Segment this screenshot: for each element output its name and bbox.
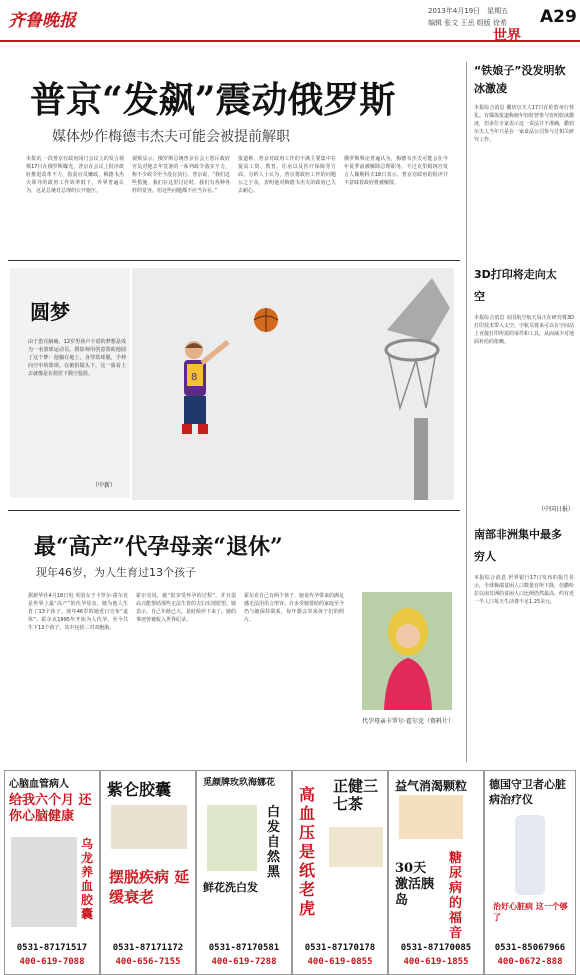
ad-4-phone-1[interactable]: 0531-87170178: [304, 943, 376, 953]
second-headline: 最“高产”代孕母亲“退休”: [34, 534, 283, 560]
ad-3-phone-1[interactable]: 0531-87170581: [208, 943, 280, 953]
ad-5-phone-2[interactable]: 400-619-1855: [403, 957, 469, 967]
lead-column-1: 本报讯 一段普京在政府闭门会议上的发言视频17日在俄罗斯曝光，普京在会议上批评政府推进改革不力，指责官员懒政，梅德韦杰夫领导的政府工作效率低下，外界普遍认为，这是总统对总理的公开施压。: [26, 156, 124, 194]
portrait-image: [362, 592, 452, 710]
jersey-number: 8: [191, 372, 198, 383]
sidebar-story-2-title: 3D打印将走向太空: [474, 268, 557, 303]
newspaper-logo: 齐鲁晚报: [8, 11, 76, 31]
ad-4-side: 高血压是纸老虎: [299, 785, 316, 918]
sidebar-story-3-body: 本报综合消息 世界银行17日发布的报告显示，全球极端贫困人口数量有所下降，但撒哈拉以南非洲的贫困人口比例仍然最高，约有近一半人口每天生活费不足1.25美元。: [474, 575, 574, 605]
ad-2-title: 紫仑胶囊: [107, 780, 172, 799]
ad-3[interactable]: [196, 770, 292, 975]
sidebar-story-2-body: 本报综合消息 美国航空航天局正在研究将3D打印技术带入太空，宇航员将来可以在空间站上直接打印所需的零件和工具，从而减少对地面补给的依赖。: [474, 315, 574, 345]
basketball-scene: [132, 268, 454, 500]
sidebar-story-3: [474, 524, 574, 754]
ad-5[interactable]: [388, 770, 484, 975]
ad-5-product: [399, 795, 463, 839]
ad-5-slogan: 30天激活胰岛: [395, 861, 435, 908]
ad-1-slogan: 给我六个月 还你心脑健康: [9, 793, 92, 824]
ad-3-slogan: 鲜花洗白发: [203, 881, 258, 894]
sidebar-story-1-title: “铁娘子”没发明软冰激凌: [474, 64, 566, 95]
ad-5-phone-1[interactable]: 0531-87170085: [400, 943, 472, 953]
ad-1-title: 心脑血管病人: [9, 779, 69, 790]
ad-3-product: [207, 805, 257, 871]
second-column-1: 据新华社4月18日电 英国女子卡罗尔·霍尔克是世界上最“高产”的代孕母亲，她为他人生育了13个孩子。现年46岁的她近日宣布“退休”。霍尔克1995年开始为人代孕，至今共生下13个孩子，其中包括三对双胞胎。: [28, 593, 128, 631]
photo-caption-box: [10, 268, 130, 498]
page-header: [0, 0, 580, 42]
ad-1-phone-1[interactable]: 0531-87171517: [16, 943, 88, 953]
ad-4-phone-2[interactable]: 400-619-0855: [307, 957, 373, 967]
ad-6[interactable]: [484, 770, 576, 975]
editor-credits: 编辑 张文 王岳 组版 徐希: [428, 19, 507, 27]
section-name: 世界: [493, 28, 521, 44]
ad-4[interactable]: [292, 770, 388, 975]
ad-1-photo: [11, 837, 77, 927]
ad-5-side: 糖尿病的福音: [449, 851, 463, 941]
ad-2[interactable]: [100, 770, 196, 975]
lead-column-4: 俄罗斯舆论普遍认为，梅德韦杰夫可能会在今年夏季前被解除总理职务。不过克里姆林宫发言人佩斯科夫18日表示，普京对政府的批评并不意味着政府将被解散。: [344, 156, 448, 186]
sidebar-story-3-title: 南部非洲集中最多穷人: [474, 528, 562, 563]
photo-caption-body: 由于患有脑瘫，12岁男孩卢卡诺的梦想是成为一名篮球运动员。摄影师用创意帮助他圆了这个梦：他躺在地上，身穿篮球服，手伸向空中的篮球，在俯拍镜头下，这一幕看上去就像是在篮筐下腾空投篮。: [28, 339, 126, 377]
ad-2-slogan: 摆脱疾病 延缓衰老: [109, 868, 190, 906]
ad-6-phone-2[interactable]: 400-0672-888: [497, 957, 563, 967]
lead-column-3: 报道称，普京对政府工作的不满主要集中在提高工资、教育、住房以及医疗保障等方面。分析人士认为，普京将政府工作的问题公之于众，表明他对梅德韦杰夫的政府已失去耐心。: [238, 156, 336, 194]
ad-6-slogan: 治好心脏病 这一个够了: [493, 901, 568, 922]
ad-1-phone-2[interactable]: 400-619-7088: [19, 957, 85, 967]
surrogate-photo-caption: 代孕母亲卡罗尔·霍尔克（资料片）: [362, 718, 454, 725]
second-subhead: 现年46岁，为人生育过13个孩子: [36, 566, 196, 579]
lead-headline: 普京“发飙”震动俄罗斯: [30, 79, 396, 121]
sidebar-story-1: [474, 62, 574, 254]
ad-4-title: 正健三七茶: [333, 777, 379, 813]
ad-6-title: 德国守卫者心脏病治疗仪: [489, 778, 566, 806]
ad-3-phone-2[interactable]: 400-619-7288: [211, 957, 277, 967]
basketball-photo: [132, 268, 454, 500]
lead-column-2: 视频显示，俄罗斯总统普京在会上怒斥政府官员对他去年签署的一系列政令落实不力，称不少政令至今没有执行。普京说，“我们这些措施，我们在这里讨论时，我们有各种各样的宽容，但这些问题都不应当存在。”: [132, 156, 230, 194]
divider: [8, 510, 460, 511]
ad-2-phone-1[interactable]: 0531-87171172: [112, 943, 184, 953]
ad-2-product: [111, 805, 187, 849]
ad-1-side: 乌龙养血胶囊: [81, 837, 94, 921]
ad-1[interactable]: [4, 770, 100, 975]
photo-caption-title: 圆梦: [30, 300, 70, 324]
second-column-3: 霍尔克自己有两个孩子，她说代孕带来的满足感无法用语言形容。许多受她帮助的家庭至今仍与她保持联系，每年都会寄来孩子们的照片。: [244, 593, 344, 623]
ad-4-product: [329, 827, 383, 867]
page-number: A29: [540, 7, 577, 27]
lead-subhead: 媒体炒作梅德韦杰夫可能会被提前解职: [52, 129, 290, 145]
surrogate-photo: [362, 592, 452, 710]
column-rule: [466, 62, 467, 762]
issue-date: 2013年4月19日 星期五: [428, 7, 509, 15]
divider: [8, 260, 460, 261]
ad-3-title: 觅颜牌玫玖海娜花: [203, 778, 276, 788]
ad-5-title: 益气消渴颗粒: [395, 779, 468, 793]
ad-6-device: [515, 815, 545, 895]
ad-6-phone-1[interactable]: 0531-85067966: [494, 943, 566, 953]
ad-3-side: 白发自然黑: [267, 805, 281, 880]
sidebar-story-2: [474, 264, 574, 513]
second-column-2: 霍尔克说，她“很享受怀孕的过程”，并且很高兴能帮助那些无法生育的夫妇实现愿望。她表示，自己年龄已大，是时候停下来了。她的事迹曾被收入世界纪录。: [136, 593, 236, 623]
sidebar-story-1-body: 本报综合消息 撒切尔夫人17日在伦敦举行葬礼。有媒体报道称她年轻时曾参与发明软冰激凌，但多位专家表示这一说法并不准确，撒切尔夫人当年只是在一家食品公司参与过相关研究工作。: [474, 105, 574, 143]
sidebar-story-2-credit: （中国日报）: [537, 506, 574, 513]
ad-2-phone-2[interactable]: 400-656-7155: [115, 957, 181, 967]
photo-credit: （中新）: [92, 482, 117, 489]
